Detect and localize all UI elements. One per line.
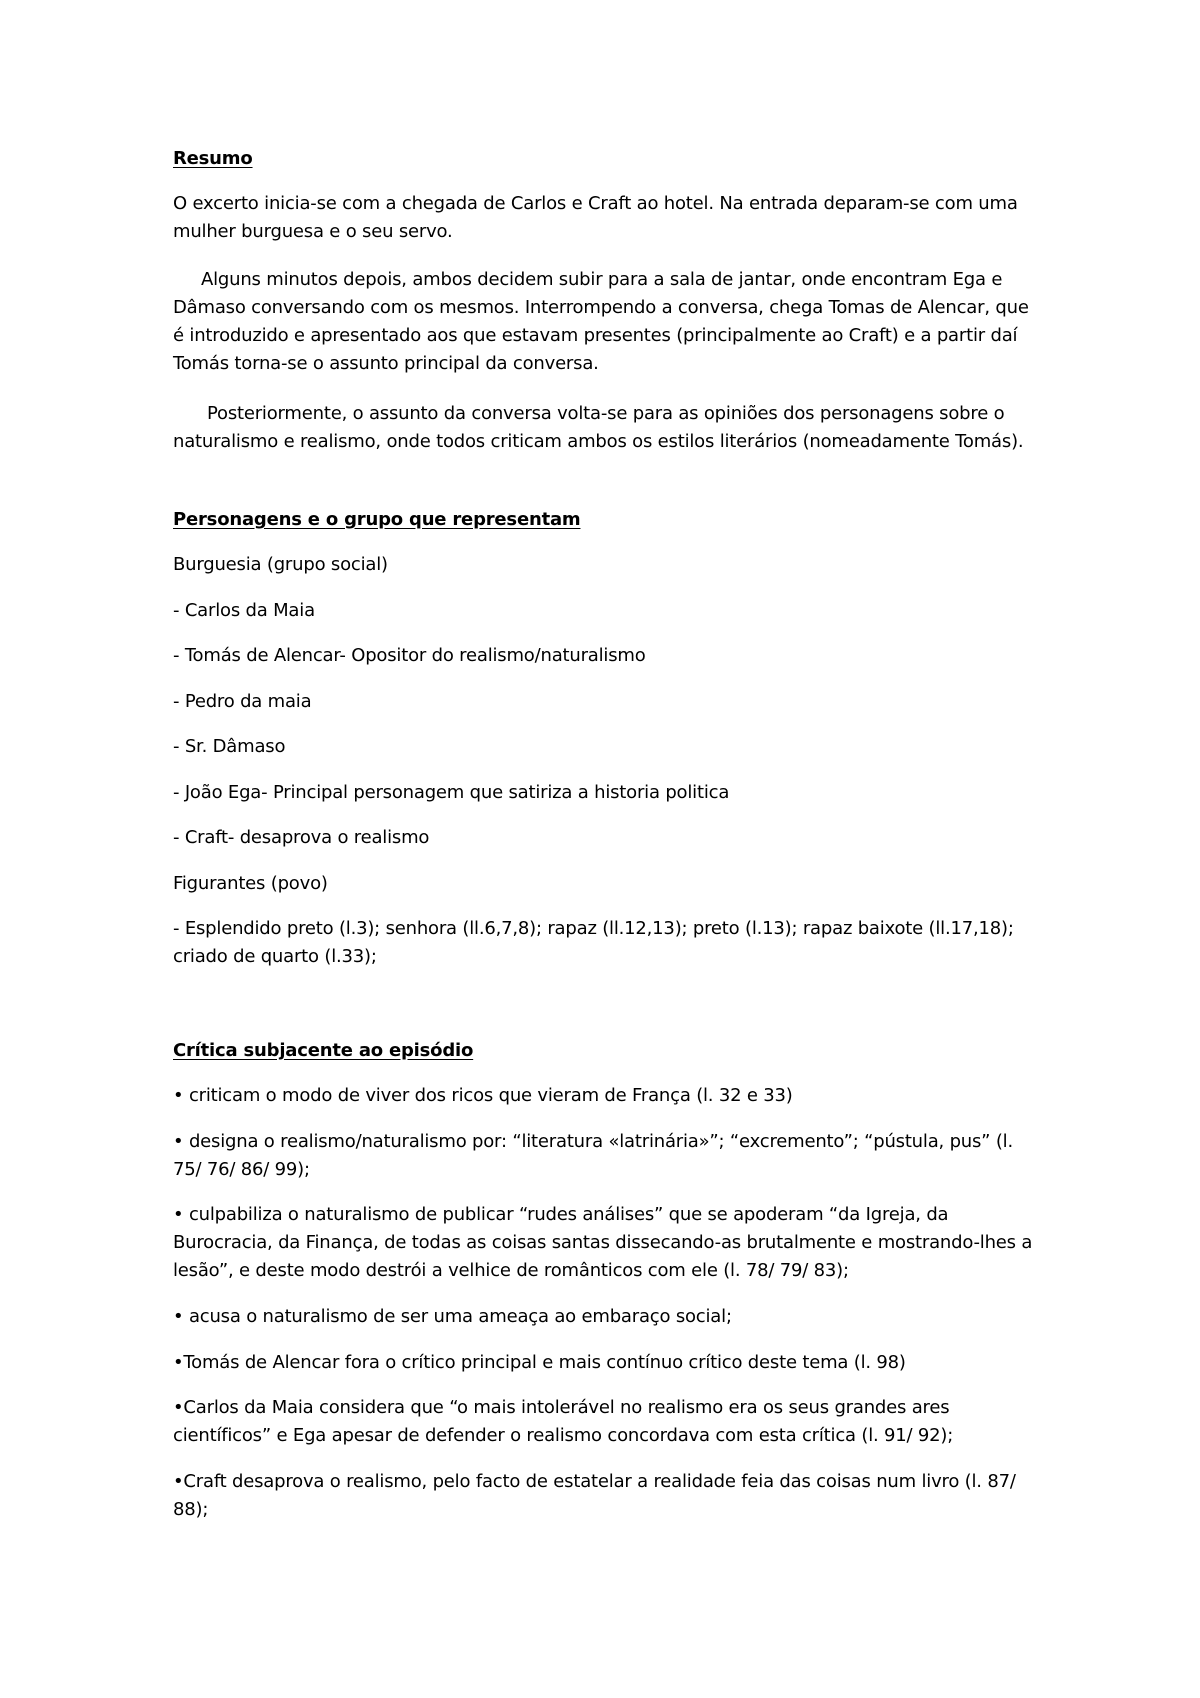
summary-paragraph-2: Alguns minutos depois, ambos decidem subir para a sala de jantar, onde encontram Ega e Dâmaso conversando com os mesmos. Interrompendo a conversa, chega Tomas de Alencar, que é introduzido e apresentado aos que estavam presentes (principalmente ao Craft) e a partir daí Tomás torna-se o assunto principal da conversa. <box>173 269 1029 374</box>
character-item: - Sr. Dâmaso <box>173 736 286 757</box>
extras-list: - Esplendido preto (l.3); senhora (ll.6,7,8); rapaz (ll.12,13); preto (l.13); rapaz baixote (ll.17,18); criado de quarto (l.33); <box>173 918 1014 967</box>
critique-item: •Tomás de Alencar fora o crítico principal e mais contínuo crítico deste tema (l. 98) <box>173 1352 906 1373</box>
critique-item: • designa o realismo/naturalismo por: “literatura «latrinária»”; “excremento”; “pústula, pus” (l. 75/ 76/ 86/ 99); <box>173 1131 1013 1180</box>
character-item: - Pedro da maia <box>173 691 312 712</box>
character-item: - Tomás de Alencar- Opositor do realismo/naturalismo <box>173 645 646 666</box>
critique-item: • criticam o modo de viver dos ricos que vieram de França (l. 32 e 33) <box>173 1085 793 1106</box>
critique-heading: Crítica subjacente ao episódio <box>173 1040 474 1061</box>
summary-heading: Resumo <box>173 148 253 169</box>
group-bourgeoisie-label: Burguesia (grupo social) <box>173 554 388 575</box>
character-item: - Carlos da Maia <box>173 600 315 621</box>
critique-item: • acusa o naturalismo de ser uma ameaça ao embaraço social; <box>173 1306 732 1327</box>
summary-paragraph-3: Posteriormente, o assunto da conversa volta-se para as opiniões dos personagens sobre o naturalismo e realismo, onde todos criticam ambos os estilos literários (nomeadamente Tomás). <box>173 403 1024 452</box>
critique-item: • culpabiliza o naturalismo de publicar “rudes análises” que se apoderam “da Igreja, da Burocracia, da Finança, de todas as coisas santas dissecando-as brutalmente e mostrando-lhes a lesão”, e deste modo destrói a velhice de românticos com ele (l. 78/ 79/ 83); <box>173 1204 1033 1281</box>
summary-paragraph-1: O excerto inicia-se com a chegada de Carlos e Craft ao hotel. Na entrada deparam-se com uma mulher burguesa e o seu servo. <box>173 193 1018 242</box>
characters-heading: Personagens e o grupo que representam <box>173 509 581 530</box>
group-extras-label: Figurantes (povo) <box>173 873 328 894</box>
critique-item: •Craft desaprova o realismo, pelo facto de estatelar a realidade feia das coisas num livro (l. 87/ 88); <box>173 1471 1016 1520</box>
character-item: - João Ega- Principal personagem que satiriza a historia politica <box>173 782 730 803</box>
character-item: - Craft- desaprova o realismo <box>173 827 430 848</box>
critique-item: •Carlos da Maia considera que “o mais intolerável no realismo era os seus grandes ares científicos” e Ega apesar de defender o realismo concordava com esta crítica (l. 91/ 92); <box>173 1397 954 1446</box>
